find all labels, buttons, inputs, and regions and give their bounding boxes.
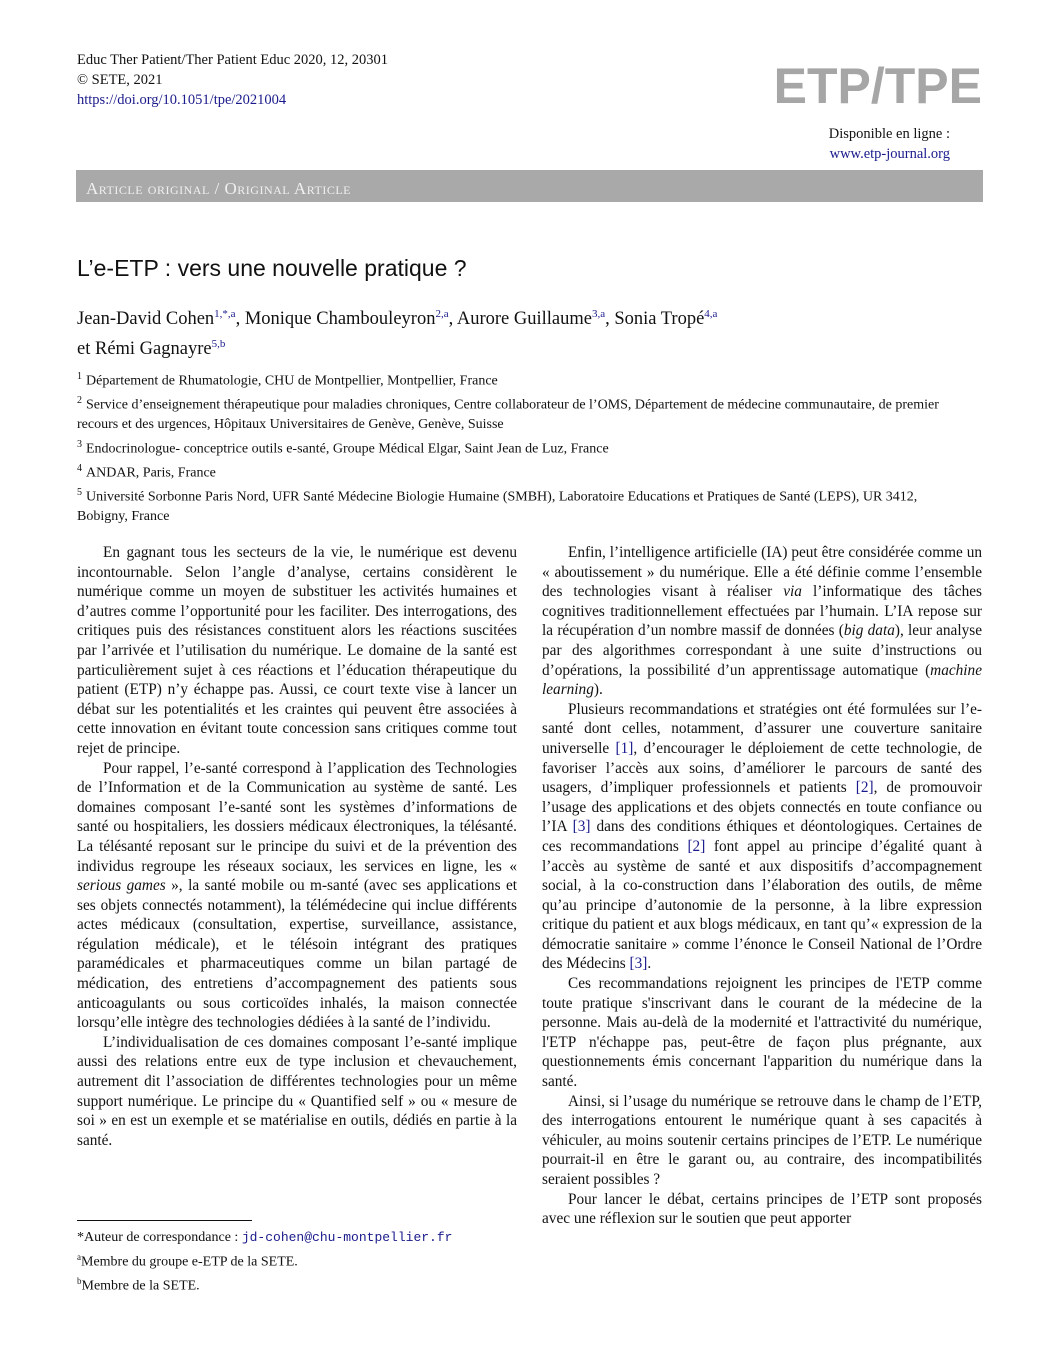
author-name: Sonia Tropé <box>614 309 705 330</box>
author-affil-sup[interactable]: 2,a <box>435 308 449 320</box>
journal-meta <box>77 50 388 110</box>
paragraph: Ainsi, si l’usage du numérique se retrouve dans le champ de l’ETP, des interrogations entourent le numérique quant à ses capacités à véhiculer, au moins soutenir certains principes de l’ETP. Le numérique pourrait-il en être le garant ou, au contraire, des incompatibilités seraient possibles ? <box>542 1092 982 1188</box>
paragraph: Plusieurs recommandations et stratégies ont été formulées sur l’e-santé dont celles, notamment, d’assurer une couverture sanitaire universelle [1], d’encourager le déploiement de cette technologie, de favoriser l’accès aux soins, d’améliorer le parcours de santé des usagers, d’impliquer professionnels et patients [2], de promouvoir l’usage des applications et des objets connectés en toute confiance ou l’IA [3] dans des conditions éthiques et déontologiques. Certaines de ces recommandations [2] font appel au principe d’égalité quant à l’accès au système de santé et aux dispositifs d’accompagnement social, à la co-construction dans l’élaboration des outils, de même qu’au principe d’autonomie de la personne, à la libre expression critique du patient et aux blogs médicaux, en tant qu’« expression de la démocratie sanitaire » comme l’énonce le Conseil National de l’Ordre des Médecins [3]. <box>542 700 982 973</box>
citation-link[interactable]: [1] <box>615 739 634 757</box>
paragraph: En gagnant tous les secteurs de la vie, le numérique est devenu incontournable. Selon l’angle d’analyse, certains considèrent le numérique comme un moyen de substituer les activités humaines et d’autres comme l’opportunité pour les faciliter. Des interrogations, des critiques puis des résistances constituent alors les réactions suscitées par l’arrivée et l’utilisation du numérique. Le domaine de la santé est particulièrement sujet à ces réactions et l’éducation thérapeutique du patient (ETP) n’y échappe pas. Aussi, ce court texte vise à lancer un débat sur les potentialités et les craintes qui peuvent être associées à cette innovation en évitant toute concession sans critiques comme tout rejet de principe. <box>77 544 517 757</box>
emphasis: via <box>783 583 802 601</box>
author-list: Jean-David Cohen$^{1,*,a}$, Monique Chambouleyron$^{2,a}$, Aurore Guillaume$^{3,a}$, Sonia Tropé$^{4,a}$ et Rémi Gagnayre$^{5,b}$ <box>77 308 718 360</box>
author-name: Jean-David Cohen <box>77 309 215 330</box>
article-type-banner: Article original / Original Article <box>76 170 983 202</box>
paragraph: L’individualisation de ces domaines composant l’e-santé implique aussi des relations entre eux de type inclusion et chevauchement, autrement dit l’association de différentes technologies pour un même support numérique. Le principe du « Quantified self » ou « mesure de soi » en est un exemple et se matérialise en outils, dédiés en partie à la santé. <box>77 1033 517 1149</box>
author-affil-sup[interactable]: 5,b <box>211 338 226 351</box>
affiliation-number: 5 <box>77 486 82 498</box>
affiliation-number: 2 <box>77 395 82 407</box>
author-affil-sup[interactable]: 3,a <box>591 308 606 320</box>
available-label: Disponible en ligne : <box>828 126 950 142</box>
affiliation-item <box>77 391 947 434</box>
affiliation-text: Université Sorbonne Paris Nord, UFR Santé Médecine Biologie Humaine (SMBH), Laboratoire Educations et Pratiques de Santé (LEPS), UR 3412, Bobigny, France <box>77 489 918 524</box>
email-link[interactable]: jd-cohen@chu-montpellier.fr <box>241 1230 453 1245</box>
author-affil-sup[interactable]: 4,a <box>704 308 718 320</box>
affiliation-number: 1 <box>77 371 82 382</box>
affiliation-item <box>77 367 947 391</box>
citation-link[interactable]: [2] <box>855 779 874 797</box>
affiliation-text: Endocrinologue- conceptrice outils e-santé, Groupe Médical Elgar, Saint Jean de Luz, France <box>86 441 609 457</box>
paragraph: Pour rappel, l’e-santé correspond à l’application des Technologies de l’Information et de la Communication au système de santé. Les domaines composant l’e-santé sont les systèmes d’informations de santé ou hospitaliers, les dossiers médicaux électroniques, la télésanté. La télésanté reposant sur le principe du suivi et de la prévention des individus regroupe les réseaux sociaux, les services en ligne, les « serious games », la santé mobile ou m-santé (avec ses applications et ses objets connectés notamment), la télémédecine qui inclue différents actes médicaux (consultation, expertise, surveillance, assistance, régulation médicale), et le télésoin intégrant des pratiques paramédicales et pharmaceutiques comme un bilan partagé de médication, des entretiens d’accompagnement des patients sous anticoagulants ou sous corticoïdes inhalés, la maison connectée lorsqu’elle intègre des technologies dédiées à la santé de l’individu. <box>77 759 517 1032</box>
website-link[interactable]: www.etp-journal.org <box>829 146 950 162</box>
paragraph: Ces recommandations rejoignent les principes de l'ETP comme toute pratique s'inscrivant dans le courant de la médecine de la personne. Mais au-delà de la modernité et l'attractivité du numérique, l'ETP n'échappe pas, peut-être de façon plus prégnante, aux questionnements émis concernant l'apparition du numérique dans la santé. <box>542 975 982 1091</box>
journal-logo: ETP/TPE <box>773 58 982 114</box>
affiliation-number: 4 <box>77 462 82 474</box>
left-column <box>77 543 517 1150</box>
doi-link[interactable]: https://doi.org/10.1051/tpe/2021004 <box>77 92 287 108</box>
affiliations <box>77 367 947 526</box>
copyright: © SETE, 2021 <box>77 72 163 88</box>
emphasis: big data <box>843 622 895 640</box>
author-name: et Rémi Gagnayre <box>77 339 212 360</box>
citation-link[interactable]: [3] <box>629 955 648 973</box>
affiliation-item <box>77 483 947 526</box>
affiliation-text: Département de Rhumatologie, CHU de Montpellier, Montpellier, France <box>86 373 498 389</box>
paragraph: Pour lancer le débat, certains principes de l’ETP sont proposés avec une réflexion sur le soutien que peut apporter <box>542 1190 982 1228</box>
emphasis: serious games <box>77 877 166 895</box>
author-affil-sup[interactable]: 1,*,a <box>214 308 236 320</box>
correspondence-note: *Auteur de correspondance : jd-cohen@chu-montpellier.fr <box>77 1230 453 1245</box>
availability <box>829 124 950 164</box>
affiliation-text: Service d’enseignement thérapeutique pour maladies chroniques, Centre collaborateur de l’OMS, Département de médecine communautaire, de premier recours et des urgences, Hôpitaux Universitaires de Genève, Genève, Suisse <box>77 397 939 433</box>
footnote-divider <box>77 1220 252 1221</box>
affiliation-item <box>77 459 947 483</box>
paragraph: Enfin, l’intelligence artificielle (IA) peut être considérée comme un « aboutissement » du numérique. Elle a été définie comme l’ensemble des technologies visant à réaliser via l’informatique des tâches cognitives traditionnellement effectuées par l’humain. L’IA repose sur la récupération d’un nombre massif de données (big data), leur analyse par des algorithmes correspondant à une suite d’instructions ou d’opérations, la possibilité d’un apprentissage automatique (machine learning). <box>542 544 983 699</box>
footnote-a: $^a$Membre du groupe e-ETP de la SETE. <box>77 1251 298 1270</box>
article-title: L’e-ETP : vers une nouvelle pratique ? <box>77 255 467 281</box>
affiliation-number: 3 <box>77 438 82 450</box>
journal-line: Educ Ther Patient/Ther Patient Educ 2020, 12, 20301 <box>77 52 389 68</box>
affiliation-text: ANDAR, Paris, France <box>86 465 216 481</box>
affiliation-item <box>77 435 947 459</box>
author-name: Aurore Guillaume <box>456 309 592 330</box>
footnotes <box>77 1228 452 1296</box>
citation-link[interactable]: [3] <box>572 818 591 836</box>
author-name: Monique Chambouleyron <box>244 309 436 330</box>
footnote-b: $^b$Membre de la SETE. <box>77 1275 200 1294</box>
citation-link[interactable]: [2] <box>687 837 706 855</box>
emphasis: machine learning <box>542 661 982 699</box>
right-column <box>542 543 982 1229</box>
